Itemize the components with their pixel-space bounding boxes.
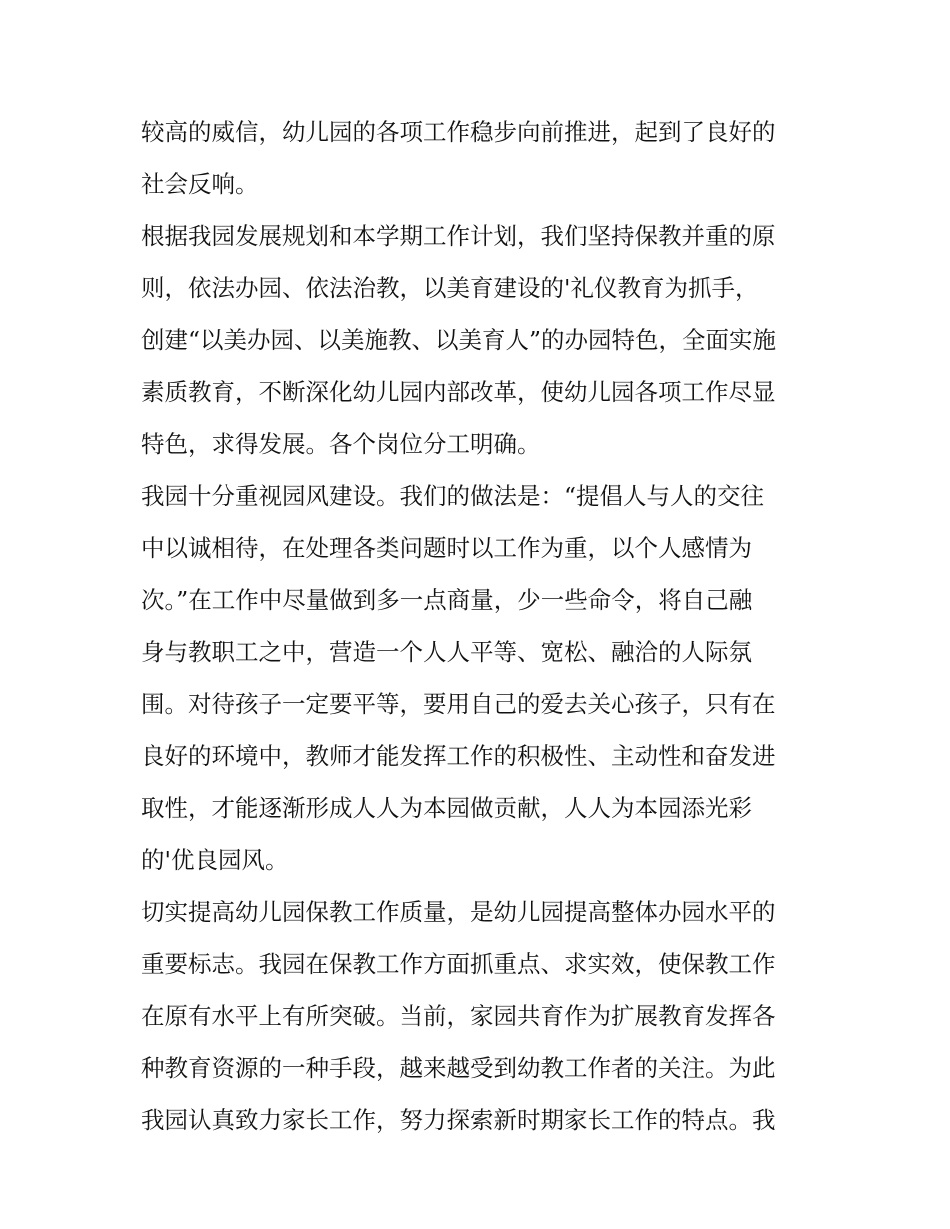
text-line: 较高的威信，幼儿园的各项工作稳步向前推进，起到了良好的 — [141, 118, 776, 146]
text-line: 取性，才能逐渐形成人人为本园做贡献，人人为本园添光彩 — [141, 794, 752, 822]
text-line: 围。对待孩子一定要平等，要用自己的爱去关心孩子，只有在 — [141, 690, 776, 718]
text-line: 中以诚相待，在处理各类问题时以工作为重，以个人感情为 — [141, 534, 752, 562]
text-line: 重要标志。我园在保教工作方面抓重点、求实效，使保教工作 — [141, 950, 776, 978]
text-line: 素质教育，不断深化幼儿园内部改革，使幼儿园各项工作尽显 — [141, 378, 776, 406]
text-line: 的'优良园风。 — [141, 846, 289, 874]
text-line: 我园十分重视园风建设。我们的做法是：“提倡人与人的交往 — [141, 482, 765, 510]
text-line: 则，依法办园、依法治教，以美育建设的'礼仪教育为抓手， — [141, 274, 759, 302]
text-line: 我园认真致力家长工作，努力探索新时期家长工作的特点。我 — [141, 1106, 776, 1134]
document-body — [141, 106, 821, 1146]
text-line: 种教育资源的一种手段，越来越受到幼教工作者的关注。为此 — [141, 1054, 776, 1082]
text-line: 在原有水平上有所突破。当前，家园共育作为扩展教育发挥各 — [141, 1002, 776, 1030]
text-line: 良好的环境中，教师才能发挥工作的积极性、主动性和奋发进 — [141, 742, 776, 770]
text-line: 创建“以美办园、以美施教、以美育人”的办园特色，全面实施 — [141, 326, 777, 354]
text-line: 特色，求得发展。各个岗位分工明确。 — [141, 430, 541, 458]
text-line: 次。”在工作中尽量做到多一点商量，少一些命令，将自己融 — [141, 586, 753, 614]
text-line: 切实提高幼儿园保教工作质量，是幼儿园提高整体办园水平的 — [141, 898, 776, 926]
text-line: 社会反响。 — [141, 170, 259, 198]
text-line: 身与教职工之中，营造一个人人平等、宽松、融洽的人际氛 — [141, 638, 752, 666]
text-line: 根据我园发展规划和本学期工作计划，我们坚持保教并重的原 — [141, 222, 776, 250]
